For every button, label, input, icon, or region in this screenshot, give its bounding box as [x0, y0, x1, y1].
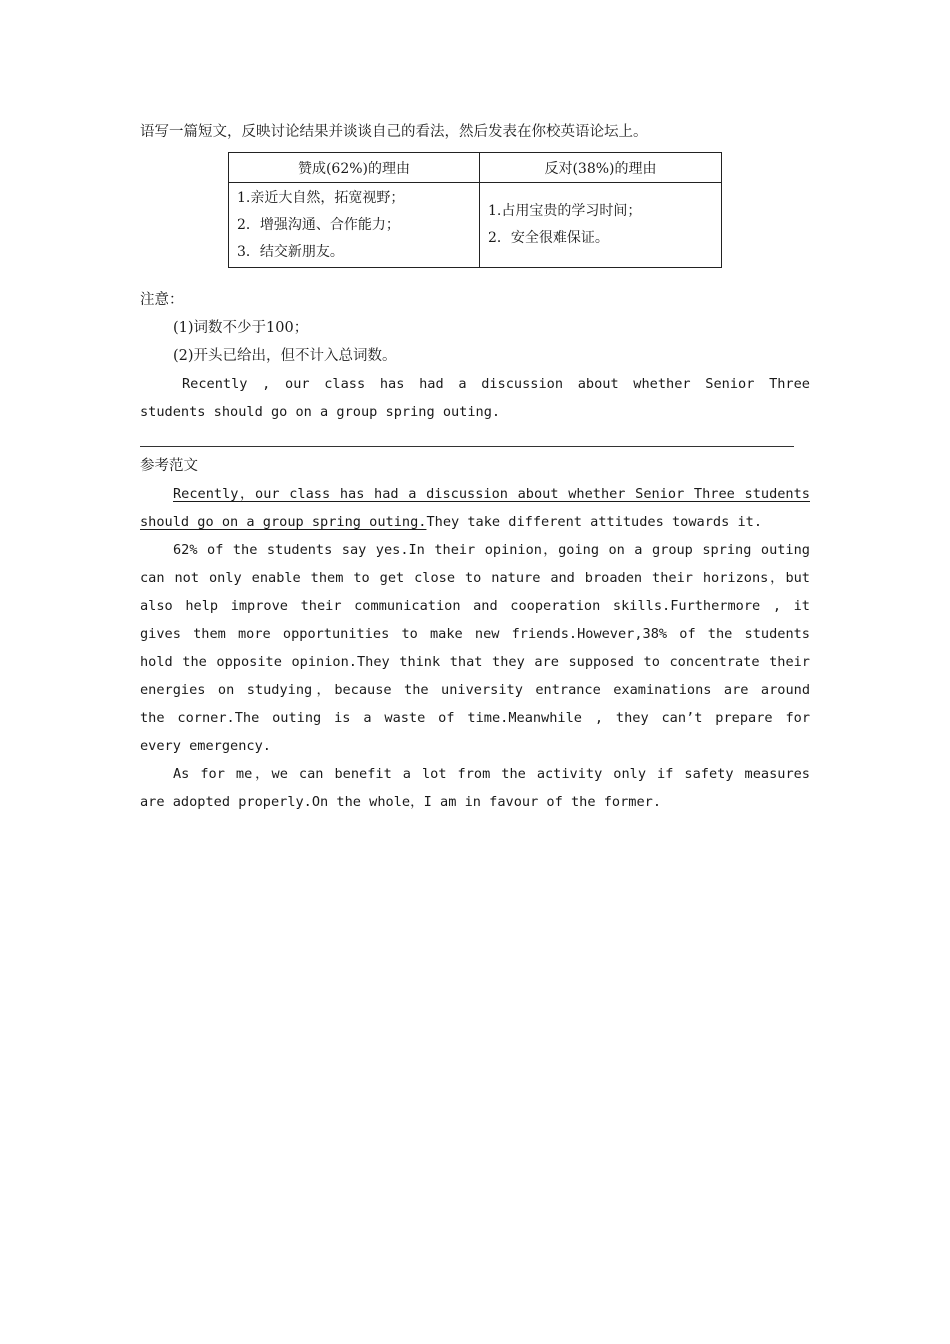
answer-p2-line: gives them more opportunities to make new friends.However,38% of the students	[140, 626, 810, 642]
answer-p2-line: energies on studying，because the university entrance examinations are around	[140, 682, 810, 698]
pro-reasons-cell	[229, 183, 480, 268]
intro-line: 语写一篇短文，反映讨论结果并谈谈自己的看法，然后发表在你校英语论坛上。	[140, 124, 648, 140]
section-divider	[140, 446, 794, 447]
pro-reason-3: 3．结交新朋友。	[237, 243, 344, 260]
answer-p2-line: 62% of the students say yes.In their opinion，going on a group spring outing	[173, 542, 810, 558]
con-reason-2: 2．安全很难保证。	[488, 230, 609, 246]
answer-p3-line: As for me，we can benefit a lot from the activity only if safety measures	[173, 766, 810, 782]
table-header-row	[229, 153, 722, 183]
reasons-table	[228, 152, 722, 268]
answer-p1-rest: They take different attitudes towards it.	[426, 514, 763, 530]
pro-reason-2: 2．增强沟通、合作能力；	[237, 216, 400, 233]
pro-header: 赞成(62%)的理由	[229, 153, 480, 183]
notes-title: 注意：	[140, 292, 184, 308]
opening-line-1: Recently , our class has had a discussion about whether Senior Three	[182, 376, 810, 392]
document-page	[140, 118, 810, 810]
answer-p1-line-2	[140, 508, 810, 536]
opening-line-2: students should go on a group spring outing.	[140, 404, 501, 420]
underlined-opening-1: Recently，our class has had a discussion about whether Senior Three students	[173, 486, 810, 502]
model-answer-section	[140, 452, 810, 816]
notes-section	[140, 286, 810, 426]
table-row	[229, 183, 722, 268]
answer-p2-line: every emergency.	[140, 738, 271, 754]
underlined-opening-2: should go on a group spring outing.	[140, 514, 427, 530]
con-reasons-cell	[480, 183, 722, 268]
answer-p3-line: are adopted properly.On the whole，I am in favour of the former.	[140, 794, 662, 810]
con-header: 反对(38%)的理由	[480, 153, 722, 183]
answer-p2-line: the corner.The outing is a waste of time.Meanwhile , they can’t prepare for	[140, 710, 810, 726]
answer-p2-line: can not only enable them to get close to nature and broaden their horizons，but	[140, 570, 810, 586]
pro-reason-1: 1.亲近大自然，拓宽视野；	[237, 189, 405, 206]
answer-p1-line-1	[140, 480, 810, 508]
con-reason-1: 1.占用宝贵的学习时间；	[488, 203, 642, 219]
answer-p2-line: hold the opposite opinion.They think that they are supposed to concentrate their	[140, 654, 810, 670]
answer-title: 参考范文	[140, 458, 198, 474]
answer-p2-line: also help improve their communication and cooperation skills.Furthermore , it	[140, 598, 810, 614]
note-item-2: (2)开头已给出，但不计入总词数。	[173, 348, 397, 364]
note-item-1: (1)词数不少于100；	[173, 320, 309, 336]
